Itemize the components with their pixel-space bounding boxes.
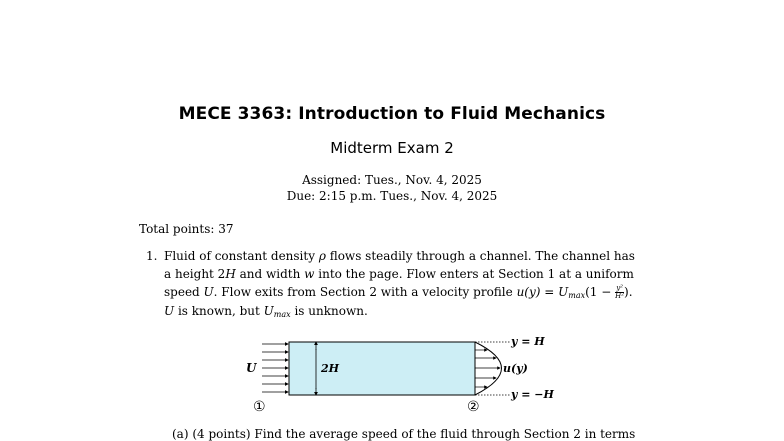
max-subscript: max	[273, 310, 291, 319]
fraction-denominator: H²	[615, 292, 625, 300]
outlet-velocity-arrows	[475, 350, 500, 387]
course-title: MECE 3363: Introduction to Fluid Mechanics	[178, 104, 606, 124]
paren-close: ).	[624, 285, 633, 299]
text: into the page. Flow enters at Section 1 at a uniform	[314, 267, 634, 281]
max-subscript: max	[568, 291, 586, 300]
w-symbol: w	[304, 267, 315, 281]
text: Fluid of constant density	[164, 249, 319, 263]
umax-symbol: U	[263, 304, 274, 318]
velocity-function: u(y)	[516, 285, 541, 299]
profile-label: u(y)	[503, 362, 528, 375]
rho-symbol: ρ	[318, 249, 326, 263]
question-part-a: (a) (4 points) Find the average speed of the fluid through Section 2 in terms	[172, 427, 636, 441]
u-symbol: U	[164, 304, 175, 318]
total-points: Total points: 37	[139, 222, 234, 236]
text: is unknown.	[290, 304, 368, 318]
text: and width	[235, 267, 305, 281]
equals: =	[540, 285, 559, 299]
text: . Flow exits from Section 2 with a velocity profile	[213, 285, 517, 299]
umax-symbol: U	[558, 285, 569, 299]
text: speed	[164, 285, 204, 299]
text: is known, but	[174, 304, 264, 318]
channel-height-label: 2H	[321, 362, 340, 375]
question-number: 1.	[146, 249, 158, 263]
h-symbol: H	[225, 267, 236, 281]
text: a height 2	[164, 267, 226, 281]
fraction-numerator: y²	[616, 284, 623, 292]
assigned-date: Assigned: Tues., Nov. 4, 2025	[302, 173, 482, 187]
inlet-velocity-arrows	[262, 344, 288, 392]
paren-open: (1 −	[585, 285, 616, 299]
text: flows steadily through a channel. The channel has	[325, 249, 635, 263]
exam-title: Midterm Exam 2	[330, 139, 454, 157]
channel-body	[289, 342, 475, 395]
bottom-wall-label: y = −H	[511, 388, 554, 401]
top-wall-label: y = H	[511, 335, 545, 348]
u-symbol: U	[203, 285, 214, 299]
section-2-marker: ②	[467, 399, 480, 415]
section-1-marker: ①	[253, 399, 266, 415]
due-date: Due: 2:15 p.m. Tues., Nov. 4, 2025	[286, 189, 498, 203]
inlet-speed-label: U	[246, 361, 257, 375]
